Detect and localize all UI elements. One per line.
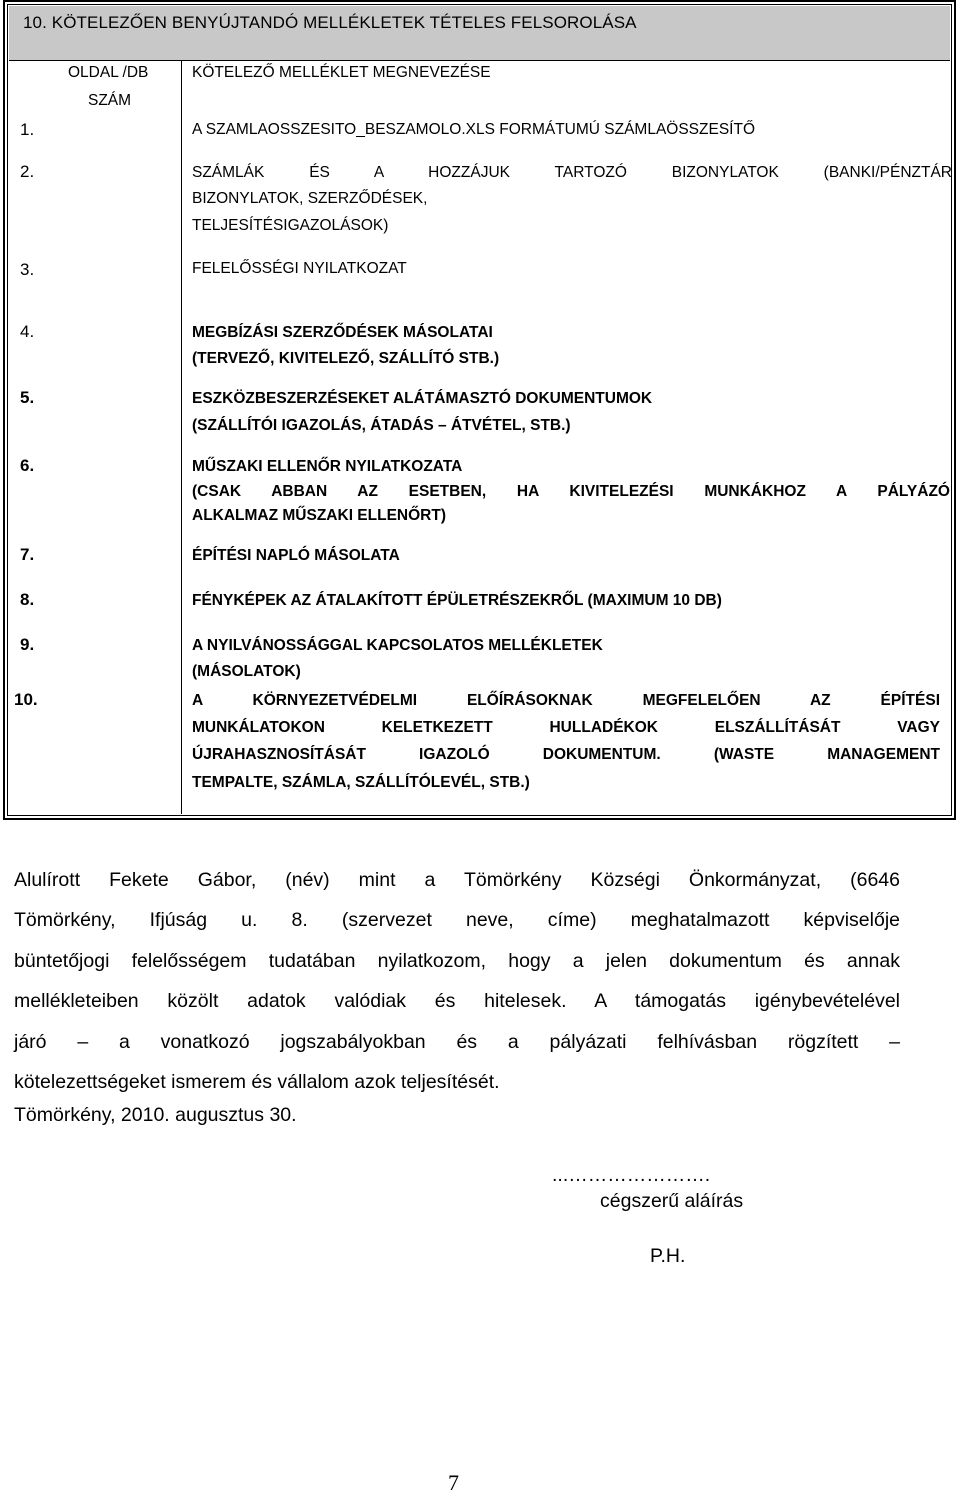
row-text: TEMPALTE, SZÁMLA, SZÁLLÍTÓLEVÉL, STB.) [192, 774, 530, 791]
row-text: MUNKÁLATOKON KELETKEZETT HULLADÉKOK ELSZÁLLÍTÁSÁT VAGY [192, 719, 940, 736]
row-text: TELJESÍTÉSIGAZOLÁSOK) [192, 217, 389, 234]
row-text: ALKALMAZ MŰSZAKI ELLENŐRT) [192, 507, 446, 524]
declaration-line: mellékleteiben közölt adatok valódiak és hitelesek. A támogatás igénybevételével [14, 990, 900, 1013]
row-text: FÉNYKÉPEK AZ ÁTALAKÍTOTT ÉPÜLETRÉSZEKRŐL (MAXIMUM 10 DB) [192, 592, 722, 609]
page-number: 7 [448, 1470, 459, 1495]
declaration-line: Alulírott Fekete Gábor, (név) mint a Tömörkény Községi Önkormányzat, (6646 [14, 869, 900, 891]
declaration-line: büntetőjogi felelősségem tudatában nyilatkozom, hogy a jelen dokumentum és annak [14, 949, 900, 972]
declaration-line: kötelezettségeket ismerem és vállalom azok teljesítését. [14, 1071, 500, 1094]
row-text: (MÁSOLATOK) [192, 663, 301, 680]
col-header-page-count-2: SZÁM [88, 92, 132, 109]
row-text: ÉPÍTÉSI NAPLÓ MÁSOLATA [192, 547, 400, 564]
row-number: 9. [20, 635, 35, 654]
row-number: 3. [20, 260, 35, 279]
row-text: A SZAMLAOSSZESITO_BESZAMOLO.XLS FORMÁTUMÚ SZÁMLAÖSSZESÍTŐ [192, 121, 755, 138]
declaration-line: járó – a vonatkozó jogszabályokban és a pályázati felhívásban rögzített – [14, 1030, 900, 1053]
signature-label: cégszerű aláírás [600, 1190, 744, 1212]
col-header-page-count: OLDAL /DB [68, 64, 149, 81]
row-text: ESZKÖZBESZERZÉSEKET ALÁTÁMASZTÓ DOKUMENTUMOK [192, 390, 653, 407]
row-text: ÚJRAHASZNOSÍTÁSÁT IGAZOLÓ DOKUMENTUM. (WASTE MANAGEMENT [192, 746, 940, 763]
row-number: 6. [20, 456, 35, 475]
place-and-date: Tömörkény, 2010. augusztus 30. [14, 1104, 297, 1126]
row-text: A NYILVÁNOSSÁGGAL KAPCSOLATOS MELLÉKLETEK [192, 637, 603, 654]
row-text: FELELŐSSÉGI NYILATKOZAT [192, 260, 407, 277]
row-number: 1. [20, 120, 35, 139]
signature-line: ...…………………. [552, 1164, 711, 1186]
row-text: (TERVEZŐ, KIVITELEZŐ, SZÁLLÍTÓ STB.) [192, 350, 500, 367]
table-title-band [9, 6, 950, 61]
column-divider [181, 60, 182, 814]
row-number: 7. [20, 545, 35, 564]
row-text: SZÁMLÁK ÉS A HOZZÁJUK TARTOZÓ BIZONYLATOK (BANKI/PÉNZTÁR [192, 164, 952, 181]
row-text: BIZONYLATOK, SZERZŐDÉSEK, [192, 190, 428, 207]
row-text: A KÖRNYEZETVÉDELMI ELŐÍRÁSOKNAK MEGFELELŐEN AZ ÉPÍTÉSI [192, 692, 940, 709]
row-text: (CSAK ABBAN AZ ESETBEN, HA KIVITELEZÉSI MUNKÁKHOZ A PÁLYÁZÓ [192, 483, 950, 500]
row-number: 2. [20, 162, 35, 181]
row-number: 8. [20, 590, 35, 609]
row-number: 4. [20, 322, 35, 341]
row-text: MŰSZAKI ELLENŐR NYILATKOZATA [192, 458, 463, 475]
row-number: 5. [20, 388, 35, 407]
row-text: (SZÁLLÍTÓI IGAZOLÁS, ÁTADÁS – ÁTVÉTEL, STB.) [192, 417, 571, 434]
declaration-paragraph [14, 860, 900, 1102]
stamp-placeholder: P.H. [650, 1245, 686, 1267]
table-title: 10. KÖTELEZŐEN BENYÚJTANDÓ MELLÉKLETEK TÉTELES FELSOROLÁSA [23, 13, 637, 32]
col-header-attachment-name: KÖTELEZŐ MELLÉKLET MEGNEVEZÉSE [192, 64, 491, 81]
row-text: MEGBÍZÁSI SZERZŐDÉSEK MÁSOLATAI [192, 324, 493, 341]
declaration-line: Tömörkény, Ifjúság u. 8. (szervezet neve, címe) meghatalmazott képviselője [14, 909, 900, 932]
row-number: 10. [14, 690, 38, 709]
